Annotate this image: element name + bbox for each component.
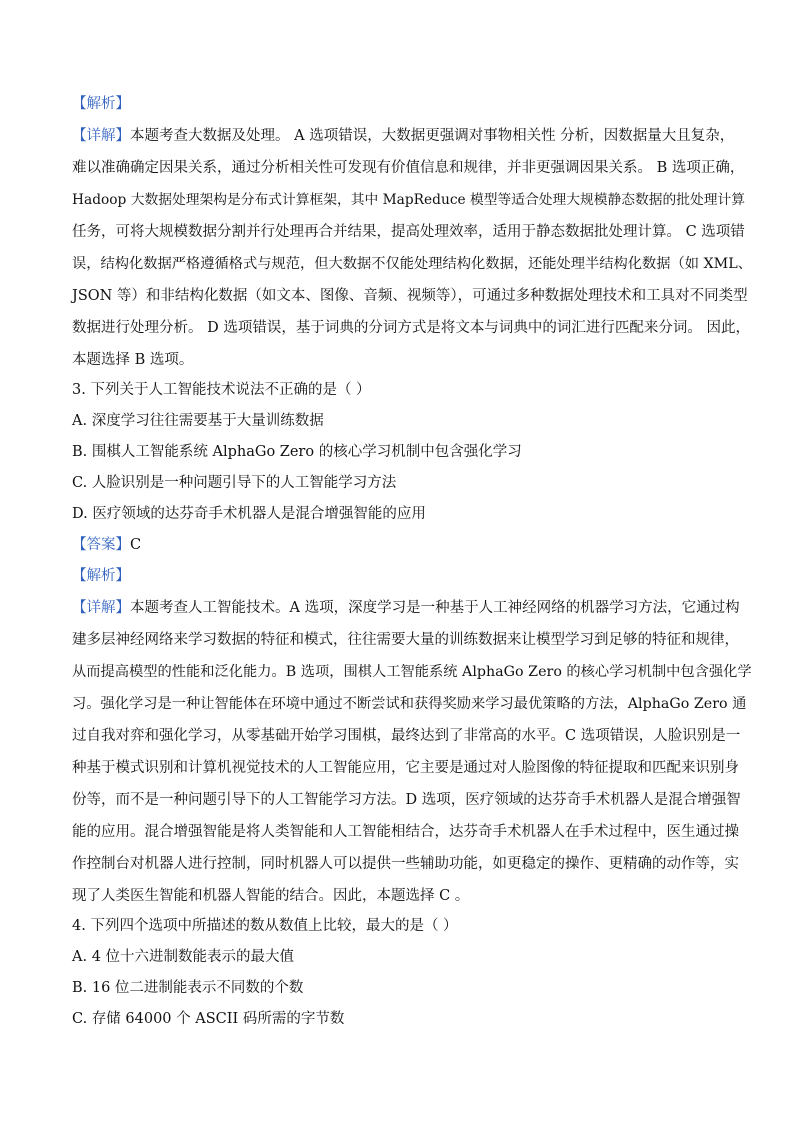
detail-line: 本题选择 B 选项。 <box>72 352 194 368</box>
analysis-tag: 【解析】 <box>72 568 130 584</box>
detail-line: 难以准确确定因果关系，通过分析相关性可发现有价值信息和规律，并非更强调因果关系。 B 选项正确， <box>72 160 745 176</box>
question-3-option-b: B. 围棋人工智能系统 AlphaGo Zero 的核心学习机制中包含强化学习 <box>72 444 522 460</box>
detail-line: 份等，而不是一种问题引导下的人工智能学习方法。D 选项，医疗领域的达芬奇手术机器人是混合增强智 <box>72 792 741 808</box>
question-3-stem: 3. 下列关于人工智能技术说法不正确的是（ ） <box>72 382 371 398</box>
detail-line: 过自我对弈和强化学习，从零基础开始学习围棋，最终达到了非常高的水平。C 选项错误，人脸识别是一 <box>72 728 741 744</box>
detail-line: 任务，可将大规模数据分割并行处理再合并结果，提高处理效率，适用于静态数据批处理计算。 C 选项错 <box>72 224 745 240</box>
detail-tag: 【详解】 <box>72 600 130 616</box>
detail-line: 数据进行处理分析。 D 选项错误，基于词典的分词方式是将文本与词典中的词汇进行匹配来分词。 因此， <box>72 320 750 336</box>
analysis-tag: 【解析】 <box>72 96 130 112</box>
detail-line: 【详解】本题考查人工智能技术。A 选项，深度学习是一种基于人工神经网络的机器学习方法，它通过构 <box>72 600 740 616</box>
answer-line <box>72 535 141 555</box>
detail-line: 作控制台对机器人进行控制，同时机器人可以提供一些辅助功能，如更稳定的操作、更精确的动作等，实 <box>72 856 739 872</box>
detail-line: 从而提高模型的性能和泛化能力。B 选项，围棋人工智能系统 AlphaGo Zero 的核心学习机制中包含强化学 <box>72 664 752 680</box>
question-4-option-b: B. 16 位二进制能表示不同数的个数 <box>72 980 304 996</box>
answer-tag: 【答案】 <box>72 537 130 553</box>
question-4-stem: 4. 下列四个选项中所描述的数从数值上比较，最大的是（ ） <box>72 918 458 934</box>
question-4-option-a: A. 4 位十六进制数能表示的最大值 <box>72 949 295 965</box>
detail-line: 建多层神经网络来学习数据的特征和模式，往往需要大量的训练数据来让模型学习到足够的特征和规律， <box>72 632 739 648</box>
question-4-option-c: C. 存储 64000 个 ASCII 码所需的字节数 <box>72 1011 345 1027</box>
detail-line: 种基于模式识别和计算机视觉技术的人工智能应用，它主要是通过对人脸图像的特征提取和匹配来识别身 <box>72 760 739 776</box>
answer-value: C <box>130 537 142 553</box>
detail-line: 误，结构化数据严格遵循格式与规范，但大数据不仅能处理结构化数据，还能处理半结构化数据（如 XML、 <box>72 256 752 272</box>
detail-line: 能的应用。混合增强智能是将人类智能和人工智能相结合，达芬奇手术机器人在手术过程中，医生通过操 <box>72 824 739 840</box>
question-3-option-a: A. 深度学习往往需要基于大量训练数据 <box>72 413 324 429</box>
question-3-option-c: C. 人脸识别是一种问题引导下的人工智能学习方法 <box>72 475 397 491</box>
question-3-option-d: D. 医疗领域的达芬奇手术机器人是混合增强智能的应用 <box>72 506 426 522</box>
detail-line: 现了人类医生智能和机器人智能的结合。因此，本题选择 C 。 <box>72 888 470 904</box>
detail-line: 【详解】本题考查大数据及处理。 A 选项错误，大数据更强调对事物相关性 分析，因数据量大且复杂， <box>72 128 735 144</box>
detail-line: JSON 等）和非结构化数据（如文本、图像、音频、视频等），可通过多种数据处理技术和工具对不同类型 <box>72 288 748 304</box>
detail-line: Hadoop 大数据处理架构是分布式计算框架，其中 MapReduce 模型等适合处理大规模静态数据的批处理计算 <box>72 192 746 208</box>
detail-line: 习。强化学习是一种让智能体在环境中通过不断尝试和获得奖励来学习最优策略的方法，AlphaGo Zero 通 <box>72 696 747 712</box>
detail-tag: 【详解】 <box>72 128 130 144</box>
